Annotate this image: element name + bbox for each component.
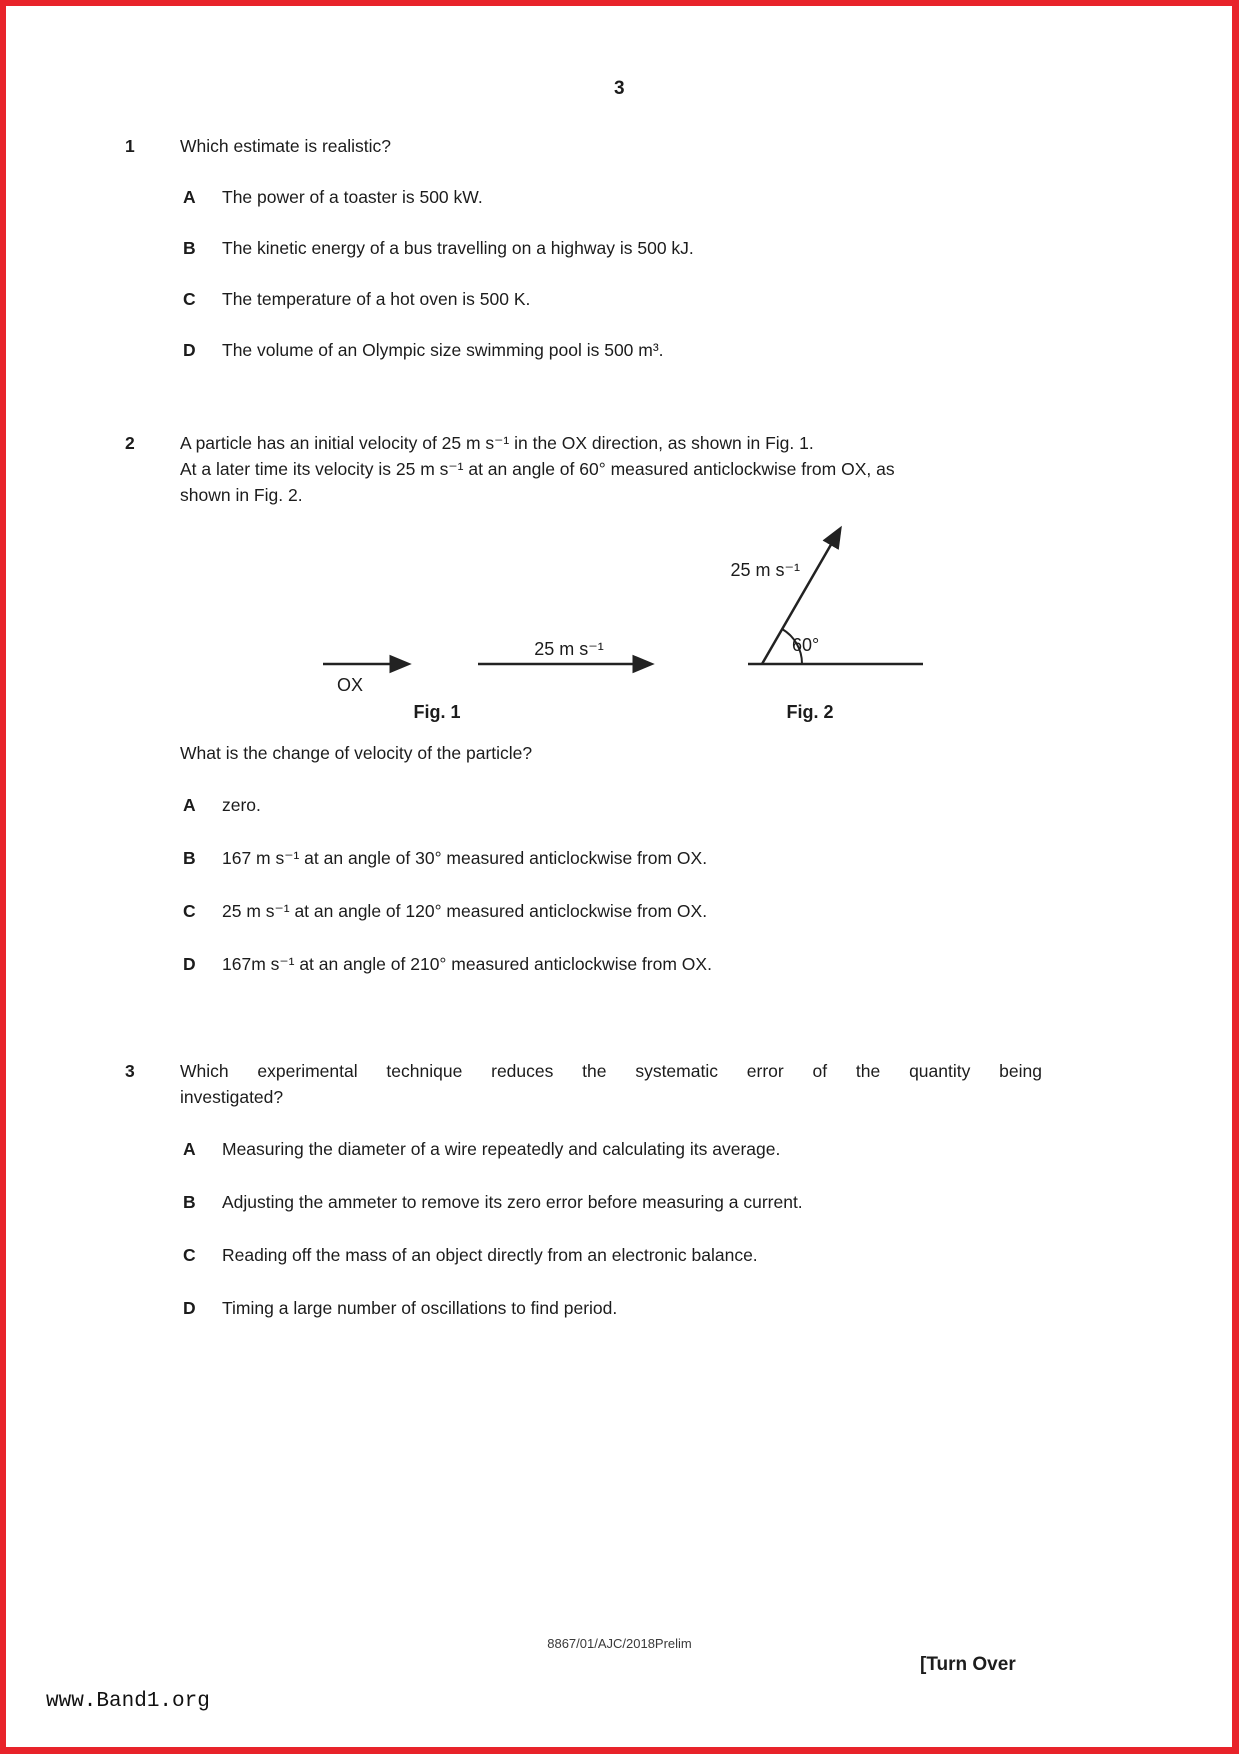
- option-text: The kinetic energy of a bus travelling on a highway is 500 kJ.: [222, 238, 694, 258]
- option-row: [183, 1242, 1055, 1268]
- option-row: [183, 1189, 1055, 1215]
- question-2-options: [125, 740, 1055, 977]
- option-row: [183, 845, 1055, 871]
- option-text: zero.: [222, 795, 261, 815]
- option-row: [183, 184, 1055, 210]
- option-row: [183, 1136, 1055, 1162]
- question-stem-line: investigated?: [180, 1087, 284, 1107]
- turn-over-label: [Turn Over: [920, 1654, 1016, 1675]
- question-number: 1: [125, 136, 135, 156]
- option-text: The power of a toaster is 500 kW.: [222, 187, 483, 207]
- option-label: B: [183, 848, 196, 868]
- option-row: [183, 792, 1055, 818]
- question-stem: Which estimate is realistic?: [180, 136, 392, 156]
- option-text: The temperature of a hot oven is 500 K.: [222, 289, 531, 309]
- option-label: A: [183, 795, 196, 815]
- fig1-ox-label: OX: [337, 675, 364, 695]
- page-border-bottom: [0, 1747, 1239, 1754]
- question-stem-line: Which experimental technique reduces the systematic error of the quantity being: [180, 1061, 1042, 1081]
- watermark-url: www.Band1.org: [46, 1690, 210, 1713]
- footer-doc-code: 8867/01/AJC/2018Prelim: [547, 1636, 692, 1651]
- question-stem-line: A particle has an initial velocity of 25 m s⁻¹ in the OX direction, as shown in Fig. 1.: [180, 433, 814, 453]
- page-border-right: [1232, 0, 1239, 1754]
- option-text: 25 m s⁻¹ at an angle of 120° measured anticlockwise from OX.: [222, 901, 708, 921]
- fig1-caption: Fig. 1: [413, 702, 461, 722]
- option-text: Measuring the diameter of a wire repeatedly and calculating its average.: [222, 1139, 781, 1159]
- option-text: Reading off the mass of an object directly from an electronic balance.: [222, 1245, 758, 1265]
- option-label: B: [183, 1192, 196, 1212]
- question-3: [125, 1058, 1055, 1321]
- option-label: C: [183, 901, 196, 921]
- fig1-velocity-label: 25 m s⁻¹: [534, 639, 604, 659]
- option-label: A: [183, 1139, 196, 1159]
- question-number-spacer: [125, 740, 180, 766]
- fig2-caption: Fig. 2: [786, 702, 834, 722]
- question-stem: What is the change of velocity of the particle?: [180, 743, 533, 763]
- option-label: C: [183, 289, 196, 309]
- option-text: The volume of an Olympic size swimming pool is 500 m³.: [222, 340, 664, 360]
- option-label: C: [183, 1245, 196, 1265]
- question-stem-line: At a later time its velocity is 25 m s⁻¹ at an angle of 60° measured anticlockwise from OX, as: [180, 459, 895, 479]
- option-label: D: [183, 954, 196, 974]
- option-row: [183, 235, 1055, 261]
- question-1: [125, 133, 1055, 363]
- question-2: [125, 430, 1055, 508]
- page-border-left: [0, 0, 6, 1754]
- page-border-top: [0, 0, 1239, 6]
- question-number: 2: [125, 433, 135, 453]
- option-row: [183, 951, 1055, 977]
- option-row: [183, 337, 1055, 363]
- fig2-velocity-label: 25 m s⁻¹: [730, 560, 800, 580]
- option-text: 167 m s⁻¹ at an angle of 30° measured anticlockwise from OX.: [222, 848, 708, 868]
- option-row: [183, 898, 1055, 924]
- option-label: B: [183, 238, 196, 258]
- page-number: 3: [613, 78, 626, 99]
- option-label: D: [183, 340, 196, 360]
- q2-figure: [280, 500, 940, 735]
- option-label: A: [183, 187, 196, 207]
- option-row: [183, 286, 1055, 312]
- option-label: D: [183, 1298, 196, 1318]
- option-text: Timing a large number of oscillations to find period.: [222, 1298, 618, 1318]
- option-text: 167m s⁻¹ at an angle of 210° measured anticlockwise from OX.: [222, 954, 712, 974]
- question-number: 3: [125, 1061, 135, 1081]
- option-row: [183, 1295, 1055, 1321]
- option-text: Adjusting the ammeter to remove its zero error before measuring a current.: [222, 1192, 803, 1212]
- question-stem-line: shown in Fig. 2.: [180, 485, 303, 505]
- fig2-angle-label: 60°: [792, 635, 820, 655]
